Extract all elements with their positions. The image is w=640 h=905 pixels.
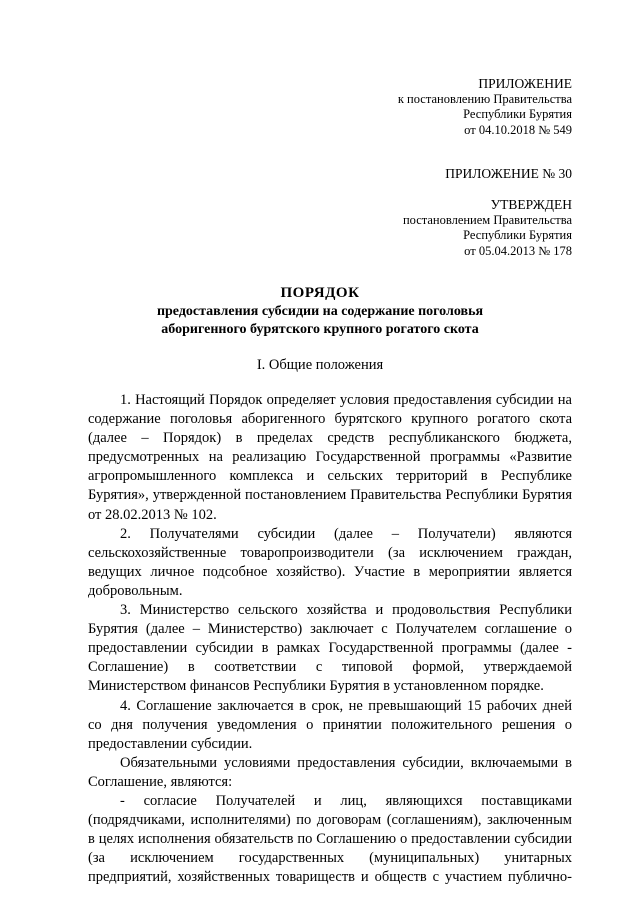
body-text [88, 391, 572, 887]
paragraph: 2. Получателями субсидии (далее – Получатели) являются сельскохозяйственные товаропроизводители (за исключением граждан, ведущих личное подсобное хозяйство). Участие в мероприятии является добровольным. [88, 525, 572, 599]
approved-stamp [403, 197, 572, 259]
approved-line-4: от 05.04.2013 № 178 [464, 243, 572, 258]
title-line-3: аборигенного бурятского крупного рогатого скота [161, 322, 479, 337]
approval-heading: ПРИЛОЖЕНИЕ [478, 76, 572, 91]
approval-line-2: к постановлению Правительства [397, 91, 572, 106]
paragraph: 4. Соглашение заключается в срок, не превышающий 15 рабочих дней со дня получения уведомления о принятии положительного решения о предоставлении субсидии. [88, 697, 572, 752]
approved-line-2: постановлением Правительства [402, 212, 572, 227]
approval-line-4: от 04.10.2018 № 549 [464, 122, 572, 137]
paragraph: Обязательными условиями предоставления субсидии, включаемыми в Соглашение, являются: [88, 754, 572, 790]
paragraph: 1. Настоящий Порядок определяет условия предоставления субсидии на содержание поголовья аборигенного бурятского крупного рогатого скота (далее – Порядок) в пределах средств республиканского бюджета, предусмотренных на реализацию Государственной программы «Развитие агропромышленного комплекса и сельских территорий в Республике Бурятия», утвержденной постановлением Правительства Республики Бурятия от 28.02.2013 № 102. [88, 392, 572, 523]
paragraph: - согласие Получателей и лиц, являющихся поставщиками (подрядчиками, исполнителями) по договорам (соглашениям), заключенным в целях исполнения обязательств по Соглашению о предоставлении субсидии (за исключением государственных (муниципальных) унитарных предприятий, хозяйственных товариществ и обществ с участием публично- [88, 792, 572, 886]
approval-line-3: Республики Бурятия [463, 107, 572, 121]
section-heading: I. Общие положения [256, 357, 384, 373]
title-line-1: ПОРЯДОК [280, 285, 360, 301]
appendix-number [445, 166, 572, 182]
approval-stamp [398, 76, 572, 138]
paragraph: 3. Министерство сельского хозяйства и продовольствия Республики Бурятия (далее – Министерство) заключает с Получателем соглашение о предоставлении субсидии в рамках Государственной программы (далее - Соглашение) в соответствии с типовой формой, утверждаемой Министерством финансов Республики Бурятия в установленном порядке. [88, 602, 572, 695]
approved-line-3: Республики Бурятия [463, 228, 572, 242]
approved-heading: УТВЕРЖДЕН [490, 197, 572, 212]
document-title [0, 283, 640, 339]
title-line-2: предоставления субсидии на содержание поголовья [156, 304, 484, 319]
appendix-number-text: ПРИЛОЖЕНИЕ № 30 [445, 166, 572, 181]
